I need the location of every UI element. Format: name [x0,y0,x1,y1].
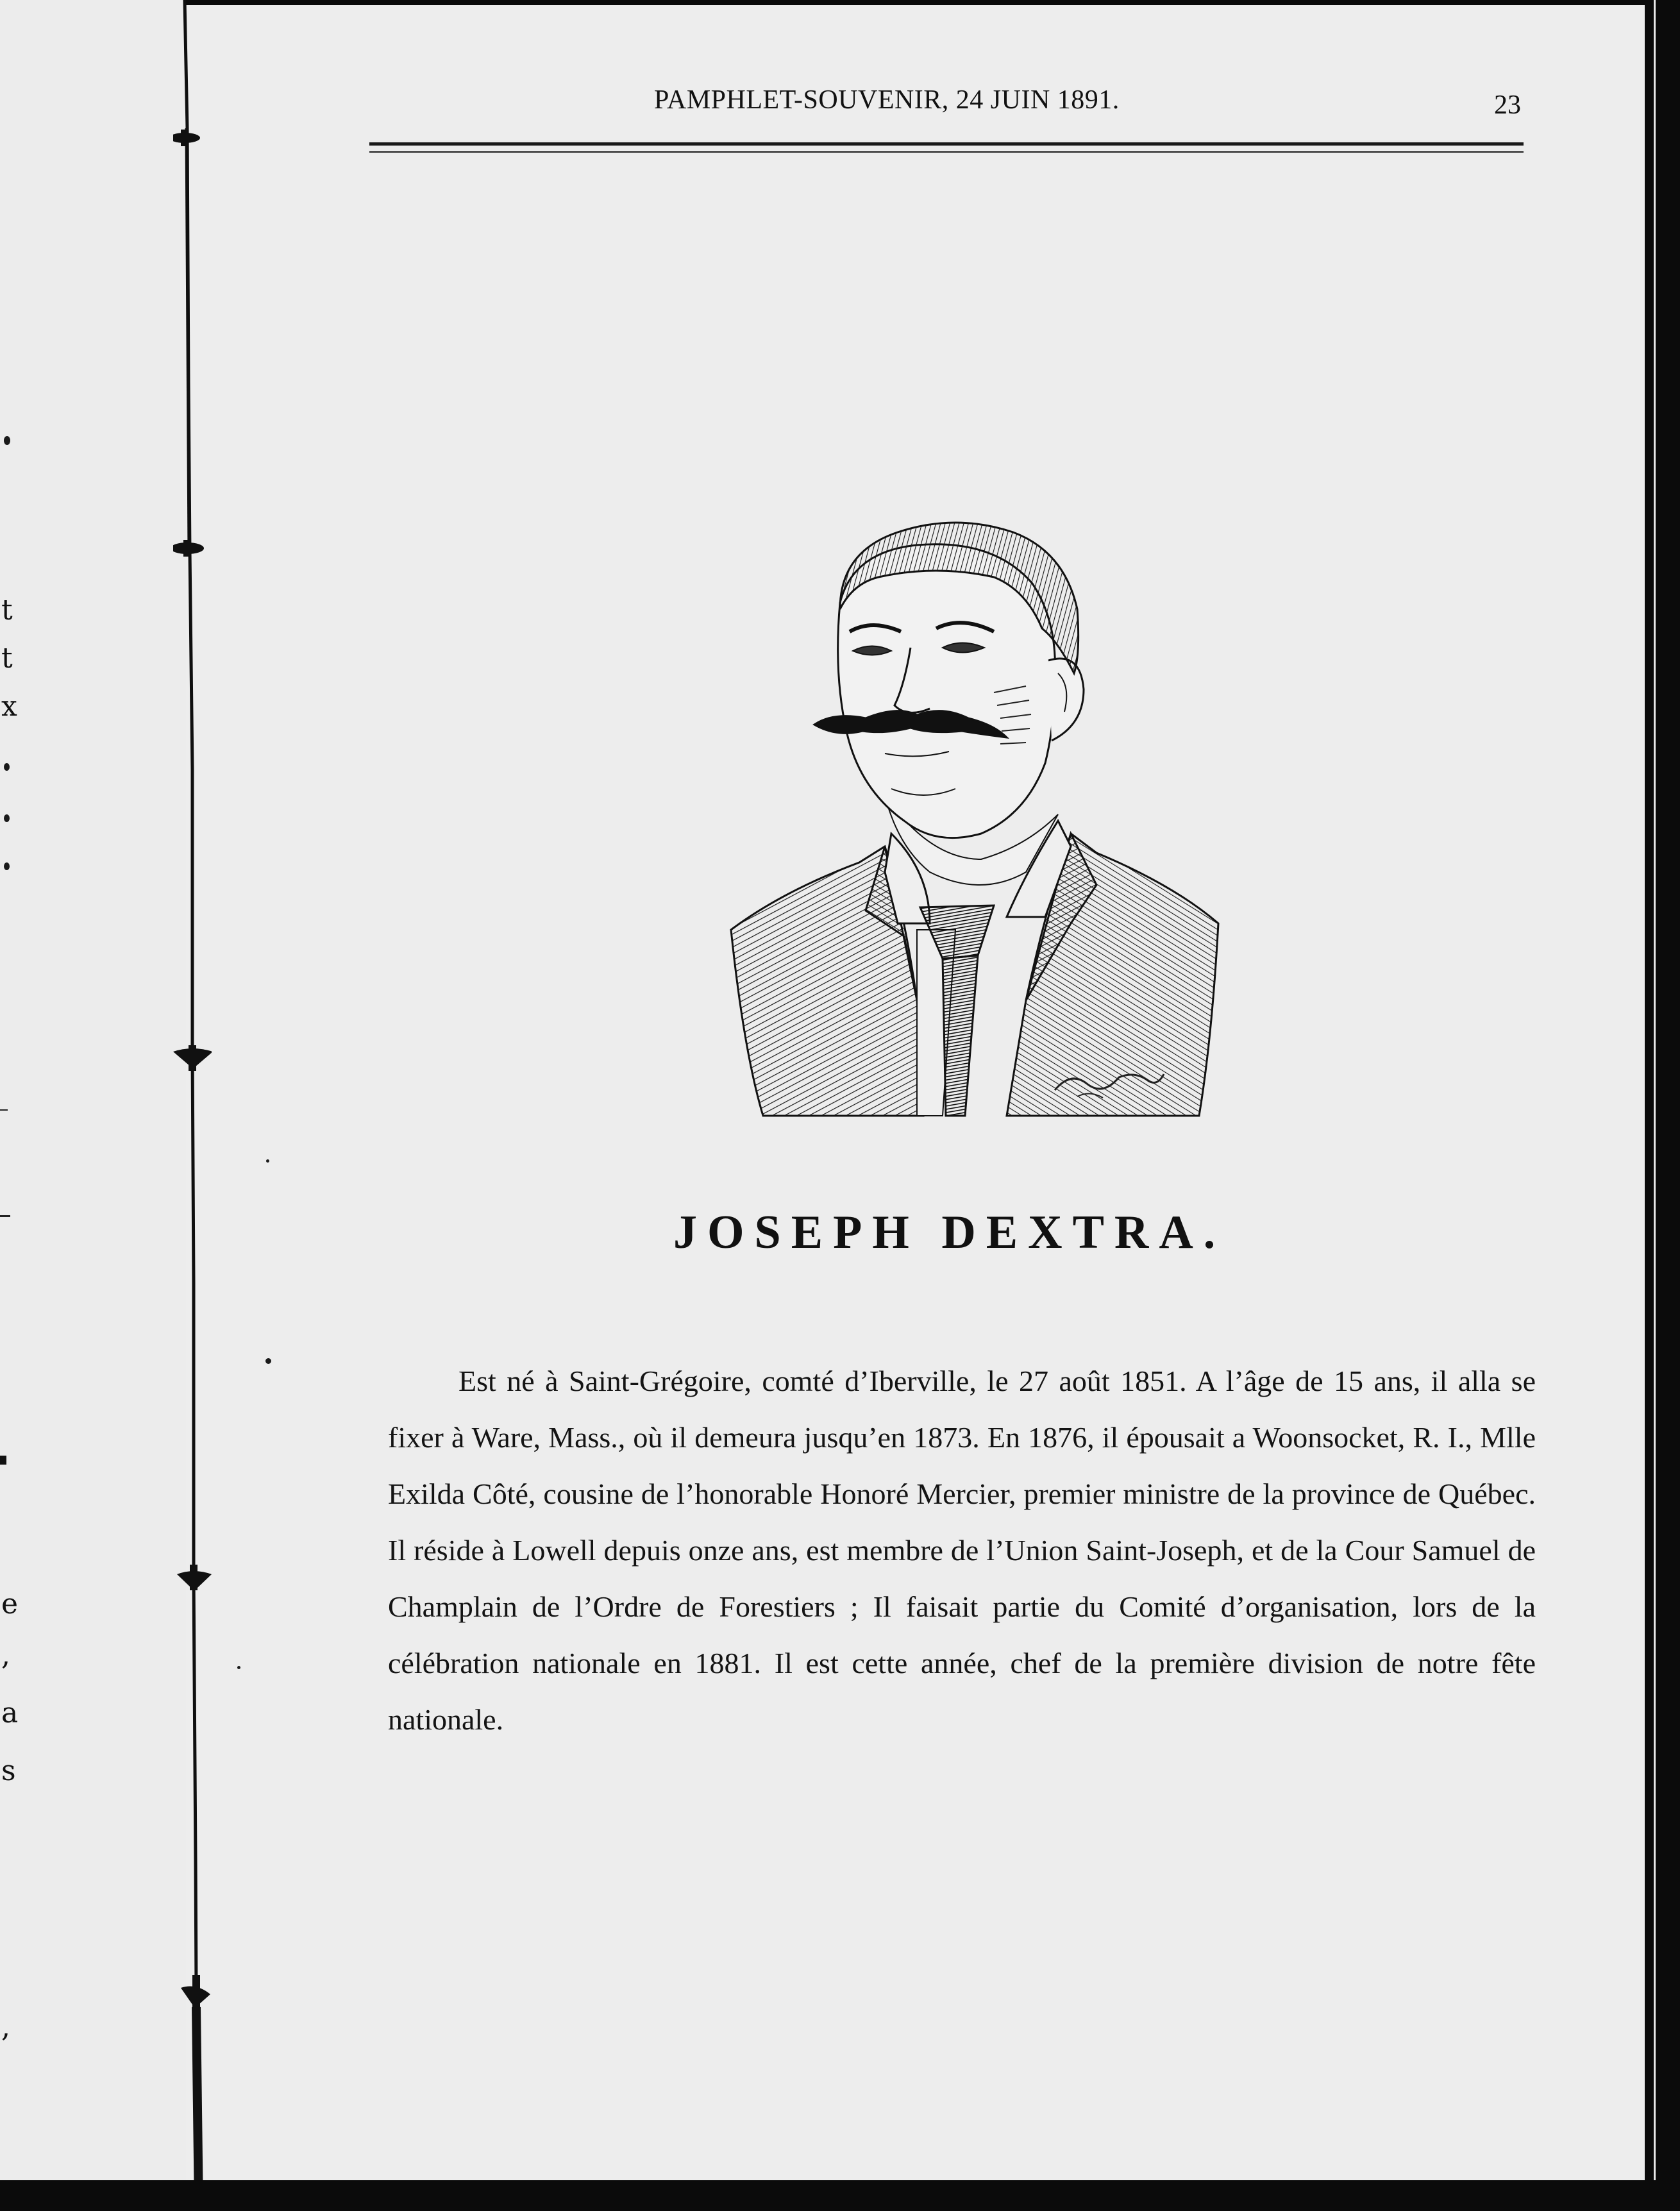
previous-page-fragment: a [1,1697,19,1729]
scan-right-border [1645,0,1680,2211]
biography-paragraph: Est né à Saint-Grégoire, comté d’Iberville, le 27 août 1851. A l’âge de 15 ans, il alla se fixer à Ware, Mass., où il demeura jusqu’en 1873. En 1876, il épousait a Woonsocket, R. I., Mlle Exilda Côté, cousine de l’honorable Honoré Mercier, premier ministre de la province de Québec. Il réside à Lowell depuis onze ans, est membre de l’Union Saint-Joseph, et de la Cour Samuel de Champlain de l’Ordre de Forestiers ; Il faisait partie du Comité d’organisation, lors de la célébration nationale en 1881. Il est cette année, chef de la première division de notre fête nationale. [388,1365,1536,1736]
ink-speck [4,763,10,771]
thread-knot [173,1045,212,1071]
previous-page-fragment: , [1,2011,10,2044]
previous-page-fragment: t [1,642,13,675]
previous-page-fragment: s [1,1754,16,1787]
engraver-signature [1052,1058,1167,1103]
previous-page-fragment: t [1,594,13,626]
running-title: PAMPHLET-SOUVENIR, 24 JUIN 1891. [654,85,1120,115]
header-rule [369,142,1524,146]
binding-thread [173,0,212,2211]
thread-knot [181,1975,210,2211]
portrait-engraving [725,513,1225,1129]
ink-mark [0,1109,8,1111]
page-number: 23 [1494,90,1521,120]
thread-knot [177,1565,212,1590]
thread-knot [173,540,204,557]
ink-speck [265,1358,271,1364]
previous-page-fragment: e [1,1588,19,1620]
thread-knot [173,130,200,146]
ink-mark [0,1456,6,1465]
previous-page-fragment: x [1,690,17,723]
scan-bottom-border [0,2180,1680,2211]
previous-page-fragment: , [1,1639,10,1672]
ink-speck [4,814,10,822]
ink-speck [266,1159,269,1163]
header-rule-thin [369,151,1524,153]
subject-name-heading: JOSEPH DEXTRA. [673,1206,1226,1259]
ink-mark [0,1215,10,1217]
previous-page-edge [0,0,186,2180]
ink-speck [237,1666,240,1669]
ink-speck [4,436,10,445]
ink-speck [4,862,10,870]
